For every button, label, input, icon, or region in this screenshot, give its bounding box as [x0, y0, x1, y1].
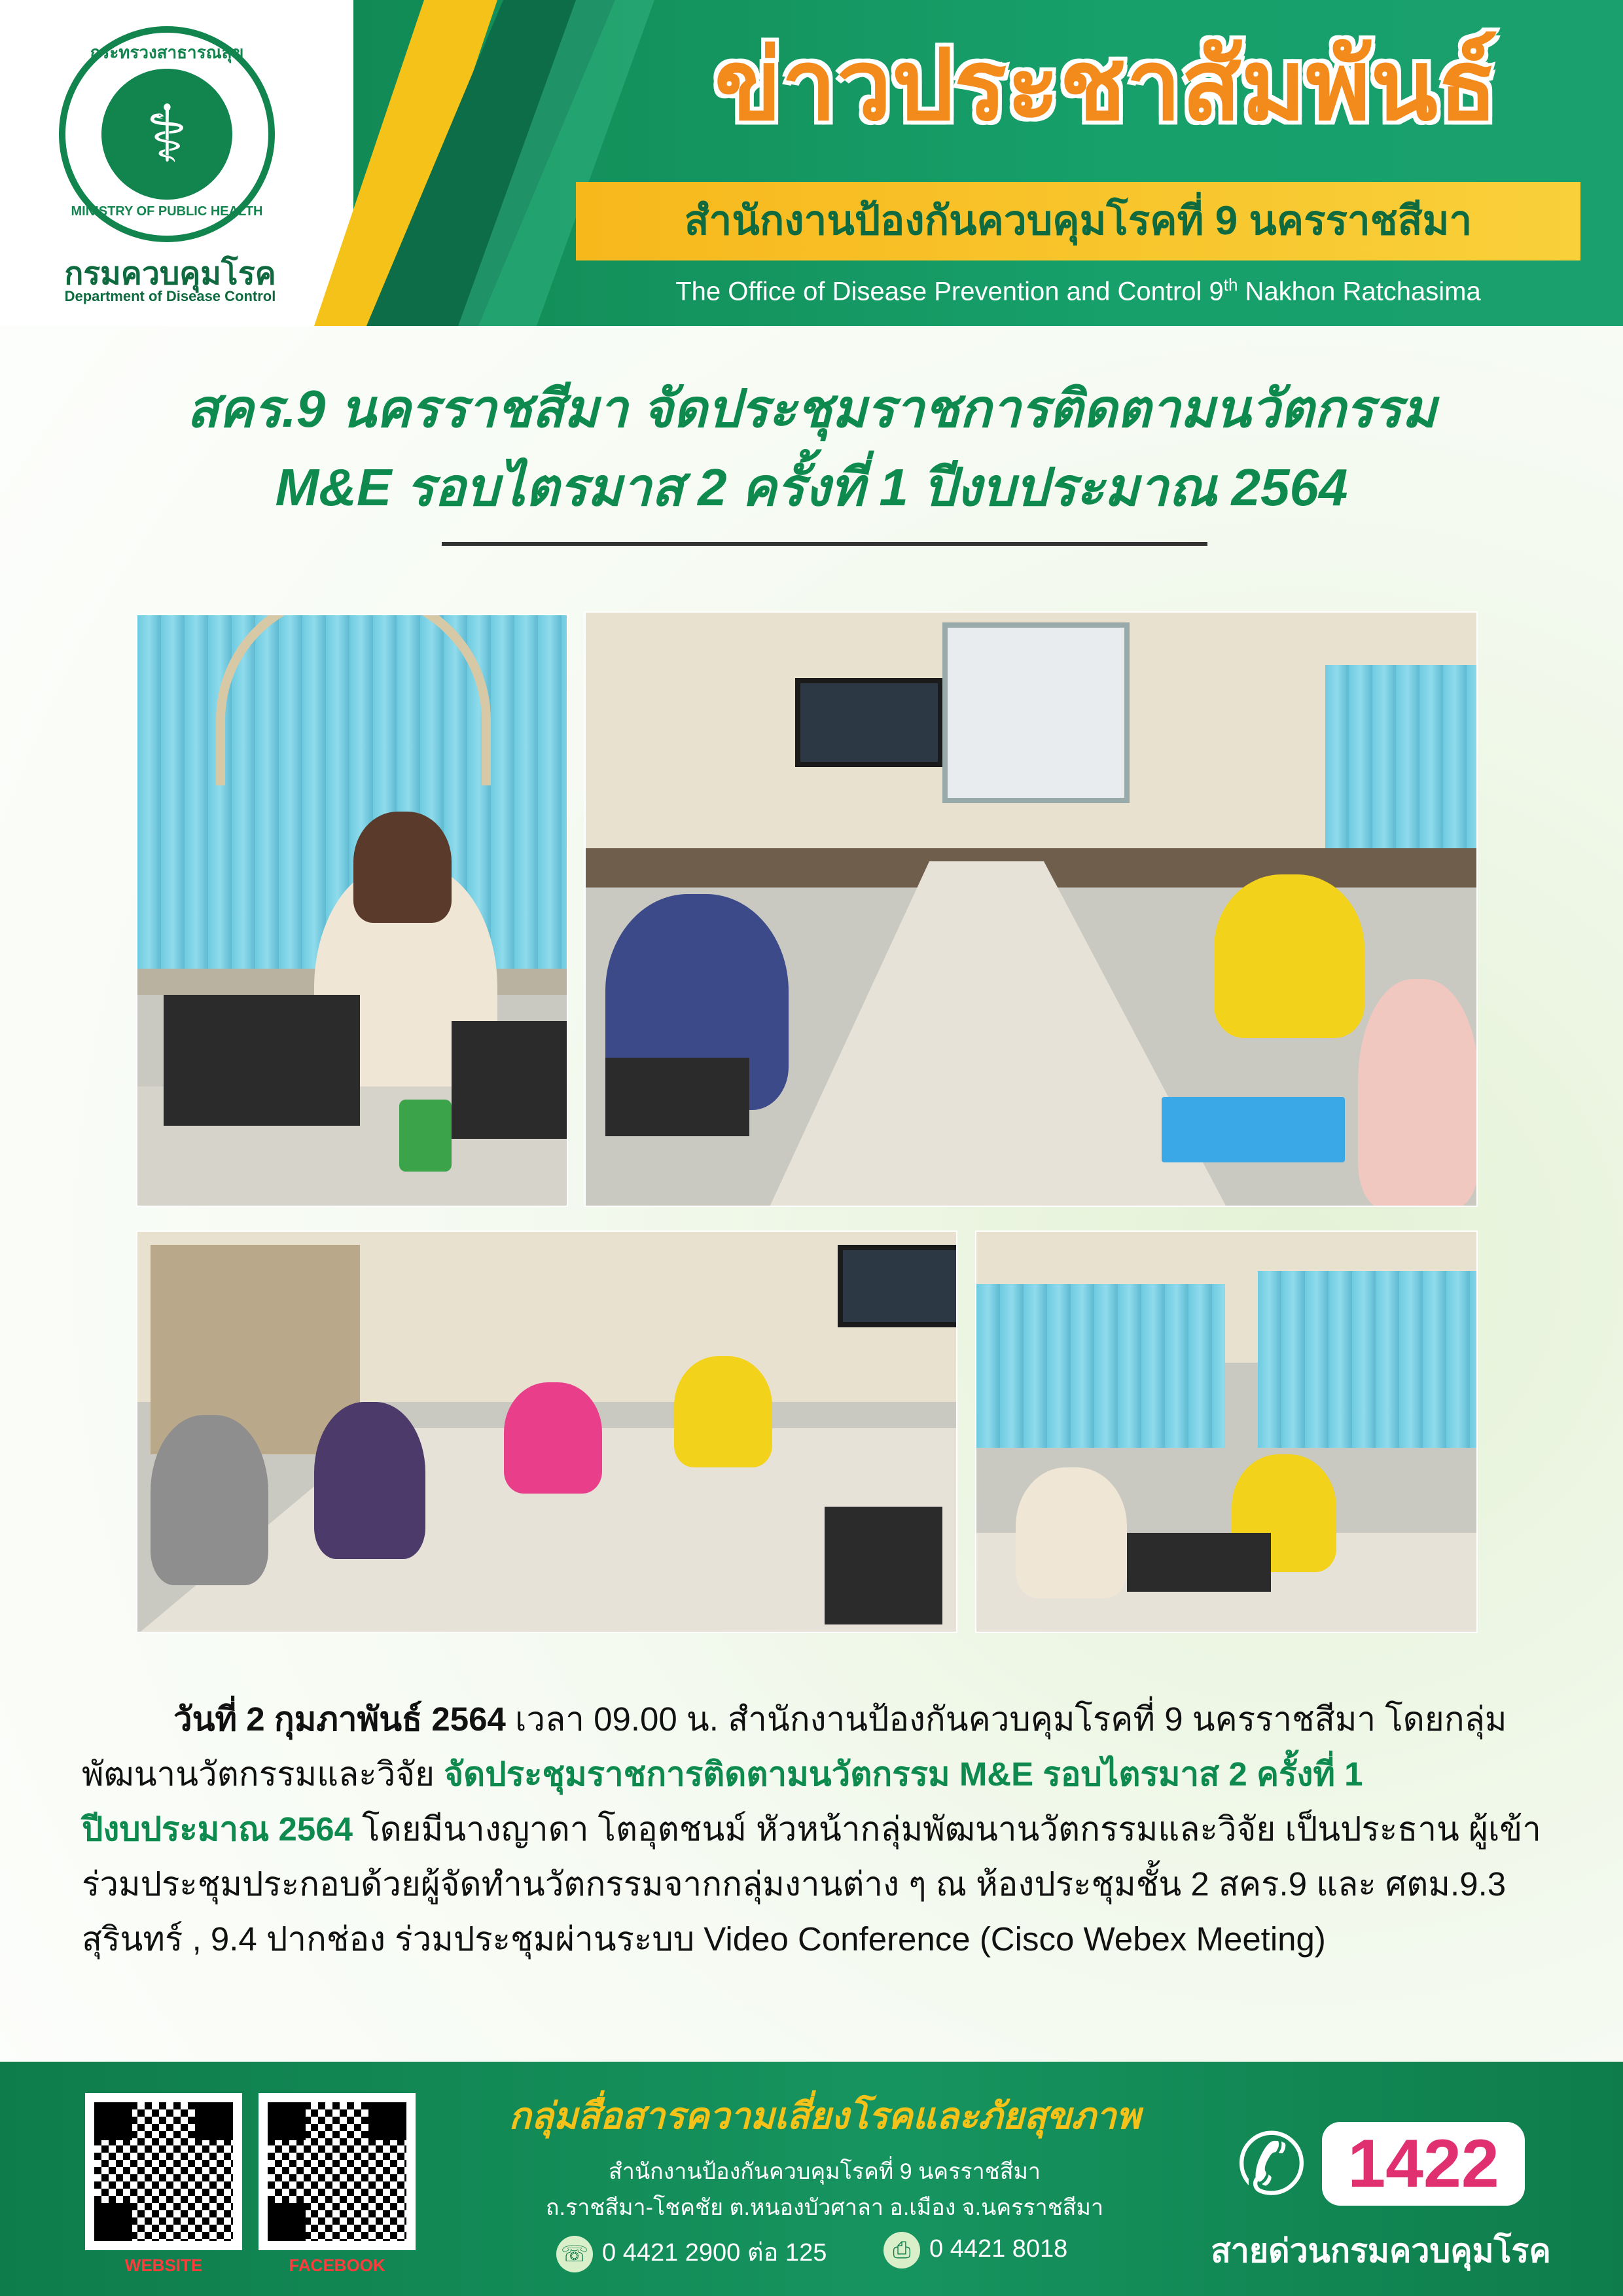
qr-code-icon — [94, 2102, 233, 2241]
phone-icon: ☏ — [556, 2236, 593, 2272]
header — [0, 0, 1623, 326]
ministry-logo — [46, 26, 294, 304]
photo-person-2 — [314, 1402, 425, 1559]
office-name-en-pre: The Office of Disease Prevention and Control 9 — [675, 277, 1224, 306]
qr-facebook-label: FACEBOOK — [289, 2255, 385, 2275]
fax-icon: ⎙ — [883, 2232, 920, 2269]
photo-laptop — [164, 995, 360, 1126]
photo-room-wide-view — [975, 1230, 1478, 1633]
photo-arch — [216, 614, 491, 785]
photo-person-3 — [504, 1382, 602, 1494]
photo-table — [769, 861, 1227, 1207]
photo-person-4 — [674, 1356, 772, 1467]
qr-code-icon — [268, 2102, 406, 2241]
headline-divider — [442, 542, 1207, 546]
photo-person-head — [353, 812, 452, 923]
hotline-phone-icon: ✆ — [1236, 2117, 1308, 2212]
photo-curtain-right — [1258, 1271, 1478, 1448]
qr-website[interactable] — [85, 2093, 242, 2250]
hotline-number: 1422 — [1322, 2122, 1525, 2206]
logo-ring-text-th: กระทรวงสาธารณสุข — [90, 43, 244, 62]
caduceus-icon: ⚕ — [145, 90, 188, 178]
qr-website-label: WEBSITE — [124, 2255, 203, 2275]
office-banner — [576, 182, 1580, 260]
photo-person-1 — [151, 1415, 268, 1585]
headline-line-1: สคร.9 นครราชสีมา จัดประชุมราชการติดตามนวัตกรรม — [187, 380, 1436, 438]
photo-tv-screen — [838, 1245, 957, 1327]
photo-tv-screen — [795, 678, 943, 767]
photo-laptop — [825, 1507, 942, 1624]
footer-group-name: กลุ่มสื่อสารความเสี่ยงโรคและภัยสุขภาพ — [508, 2095, 1141, 2136]
photo-meeting-room-video-conference — [584, 611, 1478, 1207]
logo-ring-text-en: MINISTRY OF PUBLIC HEALTH — [71, 204, 263, 219]
body-part-1: เวลา 09.00 น. สำนักงานป้องกันควบคุมโรคที่ 9 นครราชสีมา โดยกลุ่มพัฒนานวัตกรรมและวิจัย — [82, 1700, 1507, 1793]
photo-presenter-laptop — [136, 614, 568, 1207]
photo-curtain-left — [976, 1284, 1225, 1448]
office-name-en-sup: th — [1223, 275, 1238, 295]
footer-phone-number: 0 4421 2900 ต่อ 125 — [602, 2239, 827, 2267]
photo-projection-screen — [942, 622, 1130, 803]
photo-person-2 — [1214, 874, 1364, 1038]
photo-curtain-right — [1325, 665, 1478, 874]
photo-laptop-2 — [452, 1021, 568, 1139]
footer-address-line-2: ถ.ราชสีมา-โชคชัย ต.หนองบัวศาลา อ.เมือง จ.นครราชสีมา — [545, 2195, 1104, 2220]
office-name-en-post: Nakhon Ratchasima — [1238, 277, 1481, 306]
body-part-2: โดยมีนางญาดา โตอุตชนม์ หัวหน้ากลุ่มพัฒนานวัตกรรมและวิจัย เป็นประธาน ผู้เข้าร่วมประชุมประกอบด้วยผู้จัดทำนวัตกรรมจากกลุ่มงานต่าง ๆ ณ ห้องประชุมชั้น 2 สคร.9 และ ศตม.9.3 สุรินทร์ , 9.4 ปากช่อง ร่วมประชุมผ่านระบบ Video Conference (Cisco Webex Meeting) — [82, 1810, 1541, 1958]
footer-fax-number: 0 4421 8018 — [929, 2235, 1068, 2263]
body-date: วันที่ 2 กุมภาพันธ์ 2564 — [173, 1700, 506, 1738]
logo-department-th: กรมควบคุมโรค — [64, 257, 276, 291]
office-name-th: สำนักงานป้องกันควบคุมโรคที่ 9 นครราชสีมา — [684, 198, 1472, 243]
photo-laptop — [605, 1058, 749, 1136]
qr-facebook[interactable] — [259, 2093, 416, 2250]
photo-laptop — [1127, 1533, 1271, 1592]
photo-participants-table — [136, 1230, 957, 1633]
page-title: ข่าวประชาสัมพันธ์ — [714, 30, 1498, 140]
footer-address-line-1: สำนักงานป้องกันควบคุมโรคที่ 9 นครราชสีมา — [608, 2159, 1041, 2184]
photo-person-3 — [1358, 979, 1478, 1207]
logo-department-en: Department of Disease Control — [64, 288, 276, 304]
news-headline — [157, 370, 1466, 527]
headline-line-2: M&E รอบไตรมาส 2 ครั้งที่ 1 ปีงบประมาณ 2564 — [275, 458, 1348, 516]
body-highlight: จัดประชุมราชการติดตามนวัตกรรม M&E รอบไตรมาส 2 ครั้งที่ 1 ปีงบประมาณ 2564 — [82, 1755, 1363, 1848]
photo-blue-folder — [1162, 1097, 1345, 1162]
news-body — [82, 1692, 1541, 1967]
office-name-en — [576, 262, 1580, 314]
logo-emblem — [101, 69, 232, 200]
footer-phone — [556, 2232, 827, 2272]
hotline-label: สายด่วนกรมควบคุมโรค — [1211, 2233, 1551, 2269]
footer-fax — [883, 2232, 1067, 2269]
photo-cup — [399, 1100, 452, 1172]
photo-person-1 — [1016, 1467, 1127, 1598]
logo-seal — [59, 26, 275, 242]
